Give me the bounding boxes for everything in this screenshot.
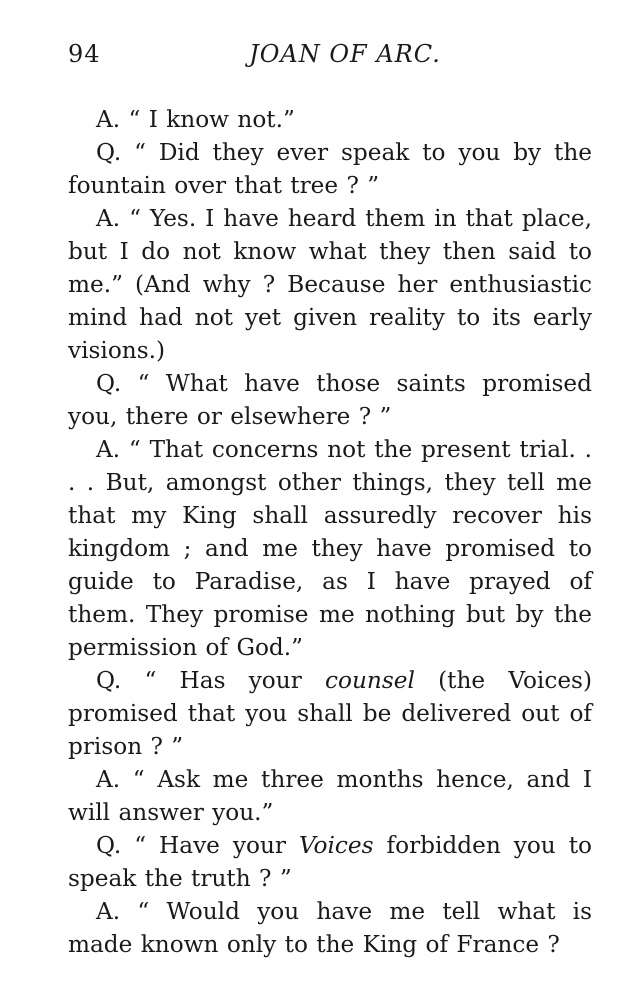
text-run: Q. “ Has your [96, 667, 326, 694]
page-number: 94 [68, 40, 101, 68]
paragraph [68, 664, 592, 763]
paragraph: A. “ That concerns not the present trial. . . . But, amongst other things, they tell me that my King shall assuredly recover his kingdom ; and me they have promised to guide to Paradise, as I have prayed of them. They promise me nothing but by the permission of God.” [68, 436, 592, 661]
italic-word: counsel [325, 667, 415, 694]
text-run: forbidden you to speak the truth ? ” [68, 832, 592, 892]
running-head [68, 40, 592, 76]
paragraph: A. “ I know not.” [96, 106, 295, 133]
paragraph: Q. “ What have those saints promised you, there or elsewhere ? ” [68, 370, 592, 430]
paragraph: A. “ Would you have me tell what is made known only to the King of France ? [68, 898, 592, 958]
paragraph: Q. “ Did they ever speak to you by the fountain over that tree ? ” [68, 139, 592, 199]
paragraph [68, 829, 592, 895]
paragraph: A. “ Yes. I have heard them in that place, but I do not know what they then said to me.” (And why ? Because her enthusiastic mind had not yet given reality to its early visions.) [68, 205, 592, 364]
text-run: Q. “ Have your [96, 832, 299, 859]
italic-word: Voices [298, 832, 374, 859]
running-title: JOAN OF ARC. [249, 40, 441, 68]
text-run: (the Voices) promised that you shall be delivered out of prison ? ” [68, 667, 592, 760]
paragraph: A. “ Ask me three months hence, and I will answer you.” [68, 766, 592, 826]
body-text [68, 103, 592, 961]
